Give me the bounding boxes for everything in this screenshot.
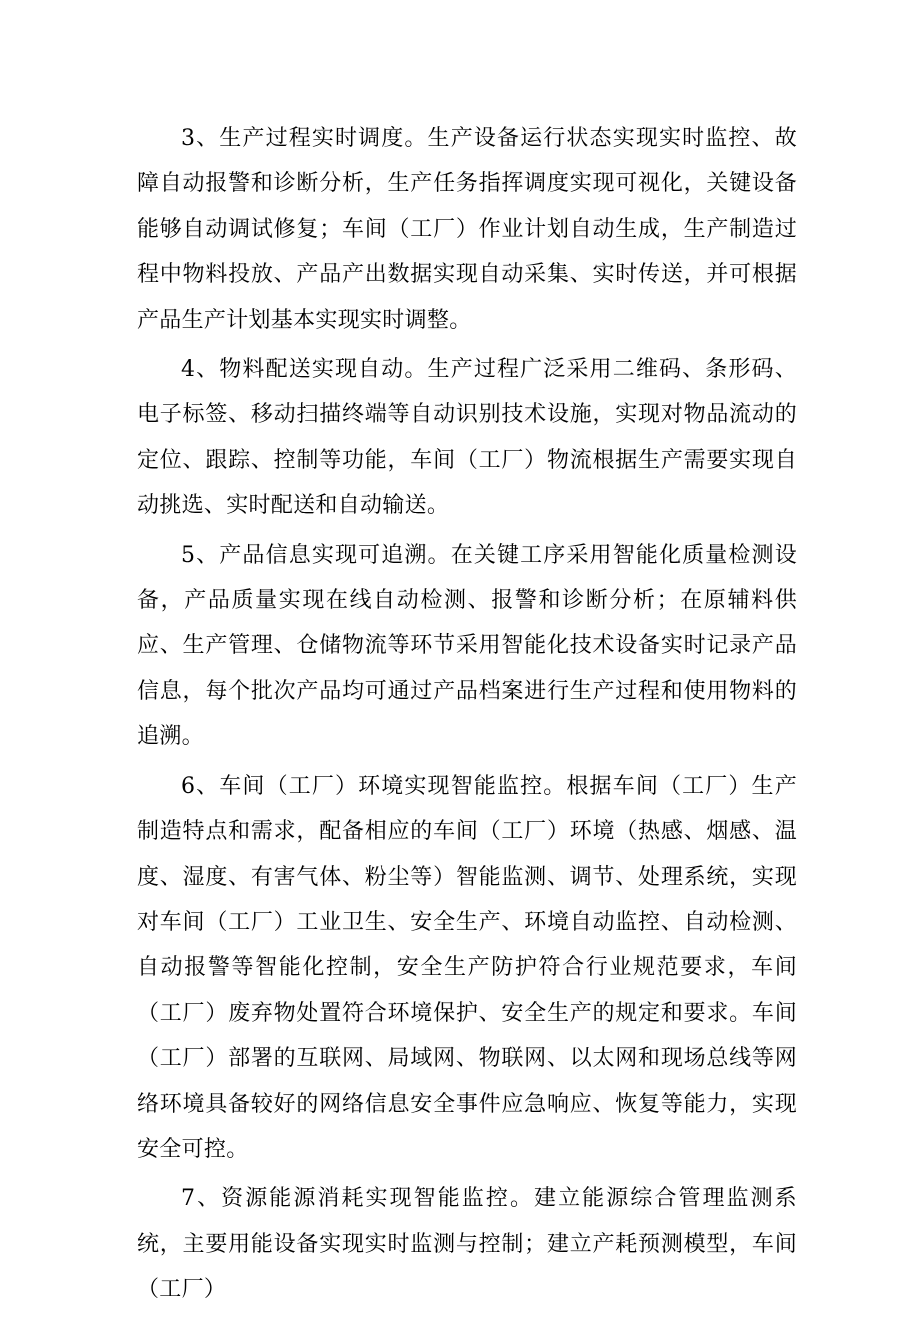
paragraph-7: 7、资源能源消耗实现智能监控。建立能源综合管理监测系统，主要用能设备实现实时监测与控制；建立产耗预测模型，车间（工厂） [137,1186,797,1303]
paragraph-3: 3、生产过程实时调度。生产设备运行状态实现实时监控、故障自动报警和诊断分析，生产任务指挥调度实现可视化，关键设备能够自动调试修复；车间（工厂）作业计划自动生成，生产制造过程中物料投放、产品产出数据实现自动采集、实时传送，并可根据产品生产计划基本实现实时调整。 [137,126,797,333]
paragraph-4: 4、物料配送实现自动。生产过程广泛采用二维码、条形码、电子标签、移动扫描终端等自动识别技术设施，实现对物品流动的定位、跟踪、控制等功能，车间（工厂）物流根据生产需要实现自动挑选、实时配送和自动输送。 [137,357,797,519]
paragraph-5: 5、产品信息实现可追溯。在关键工序采用智能化质量检测设备，产品质量实现在线自动检测、报警和诊断分析；在原辅料供应、生产管理、仓储物流等环节采用智能化技术设备实时记录产品信息，每个批次产品均可通过产品档案进行生产过程和使用物料的追溯。 [137,542,797,750]
document-page [137,116,797,1317]
paragraph-6: 6、车间（工厂）环境实现智能监控。根据车间（工厂）生产制造特点和需求，配备相应的车间（工厂）环境（热感、烟感、温度、湿度、有害气体、粉尘等）智能监测、调节、处理系统，实现对车间（工厂）工业卫生、安全生产、环境自动监控、自动检测、自动报警等智能化控制，安全生产防护符合行业规范要求，车间（工厂）废弃物处置符合环境保护、安全生产的规定和要求。车间（工厂）部署的互联网、局域网、物联网、以太网和现场总线等网络环境具备较好的网络信息安全事件应急响应、恢复等能力，实现安全可控。 [137,773,797,1162]
